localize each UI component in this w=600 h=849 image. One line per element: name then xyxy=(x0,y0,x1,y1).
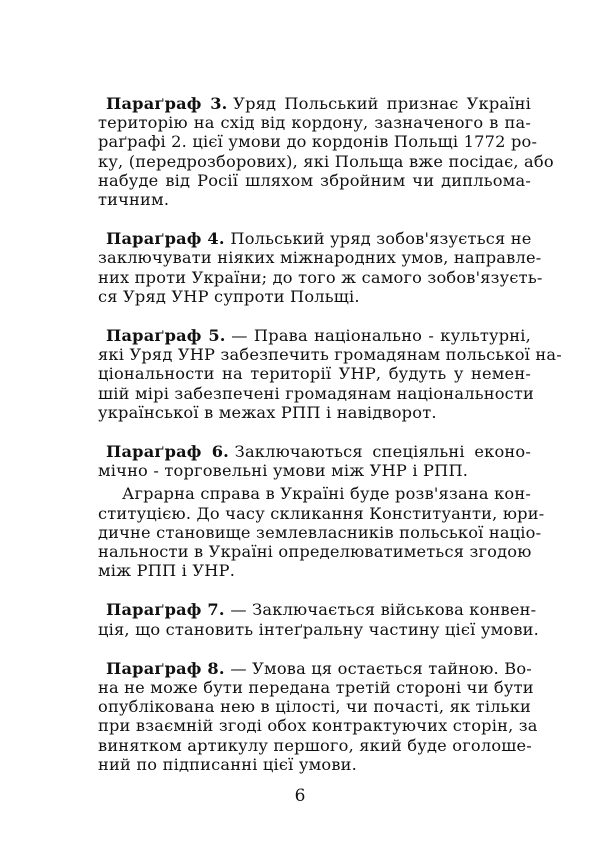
paragraph-heading: Параґраф 6. xyxy=(106,442,230,462)
paragraph-line: ку, (передрозборових), які Польща вже посідає, або xyxy=(98,151,554,171)
paragraph-line xyxy=(98,659,531,678)
paragraph-line: шій мірі забезпечені громадянам національности xyxy=(98,383,535,403)
paragraph-line: нальности в Україні определюватиметься згодою xyxy=(98,542,532,562)
paragraph-line: заключувати ніяких міжнародних умов, направле- xyxy=(98,248,542,268)
paragraph-line: опублікована нею в цілості, чи почасті, як тільки xyxy=(98,697,531,717)
paragraph-5 xyxy=(98,326,562,422)
paragraph-line: між РПП і УНР. xyxy=(98,561,236,581)
paragraph-line xyxy=(98,229,531,248)
page-body xyxy=(98,94,562,774)
paragraph-text: Польський уряд зобов'язується не xyxy=(230,229,532,249)
paragraph-7 xyxy=(98,600,539,639)
paragraph-heading: Параґраф 8. xyxy=(106,658,225,678)
paragraph-line xyxy=(98,442,531,461)
paragraph-line xyxy=(98,600,537,620)
paragraph-text: Уряд Польський признає Україні xyxy=(233,94,531,113)
paragraph-line: територію на схід від кордону, зазначеного в па- xyxy=(98,113,531,133)
paragraph-line: набуде від Росії шляхом збройним чи дипльома- xyxy=(98,170,531,190)
paragraph-line: тичним. xyxy=(98,190,170,210)
paragraph-line: ціональности на території УНР, будуть у немен- xyxy=(98,364,531,384)
paragraph-line: при взаємній згоді обох контрактуючих сторін, за xyxy=(98,716,538,736)
paragraph-line: них проти України; до того ж самого зобов'язуєть- xyxy=(98,267,543,287)
paragraph-line: ція, що становить інтеґральну частину цієї умови. xyxy=(98,619,539,639)
paragraph-text: — Права національно - культурні, xyxy=(231,326,531,346)
paragraph-6-continuation xyxy=(98,484,545,581)
paragraph-text: — Заключається військова конвен- xyxy=(230,600,537,620)
paragraph-line: дичне становище землевласників польської націо- xyxy=(98,522,542,542)
paragraph-line: на не може бути передана третій стороні чи бути xyxy=(98,678,534,698)
paragraph-8 xyxy=(98,658,538,774)
paragraph-line: ся Уряд УНР супроти Польщі. xyxy=(98,286,360,306)
paragraph-line: винятком артикулу першого, який буде оголоше- xyxy=(98,735,532,755)
paragraph-heading: Параґраф 7. xyxy=(106,600,225,620)
paragraph-line: ний по підписанні цієї умови. xyxy=(98,754,358,774)
paragraph-text: — Умова ця остається тайною. Во- xyxy=(230,658,532,678)
paragraph-line: ституцією. До часу скликання Конституанти, юри- xyxy=(98,503,545,523)
paragraph-heading: Параґраф 5. xyxy=(106,326,226,346)
paragraph-line: раґрафі 2. цієї умови до кордонів Польщі 1772 ро- xyxy=(98,132,538,152)
paragraph-heading: Параґраф 4. xyxy=(106,229,225,249)
paragraph-heading: Параґраф 3. xyxy=(106,94,228,113)
paragraph-line: мічно - торговельні умови між УНР і РПП. xyxy=(98,461,469,481)
paragraph-line: які Уряд УНР забезпечить громадянам польської на- xyxy=(98,345,562,365)
paragraph-4 xyxy=(98,229,543,306)
paragraph-line: Аграрна справа в Україні буде розв'язана кон- xyxy=(122,484,531,504)
paragraph-text: Заключаються спеціяльні еконо- xyxy=(234,442,531,462)
paragraph-line: української в межах РПП і навідворот. xyxy=(98,402,437,422)
paragraph-6 xyxy=(98,442,531,480)
paragraph-line xyxy=(98,326,531,345)
page-number: 6 xyxy=(294,786,306,806)
paragraph-line xyxy=(98,94,531,113)
paragraph-3 xyxy=(98,94,554,210)
